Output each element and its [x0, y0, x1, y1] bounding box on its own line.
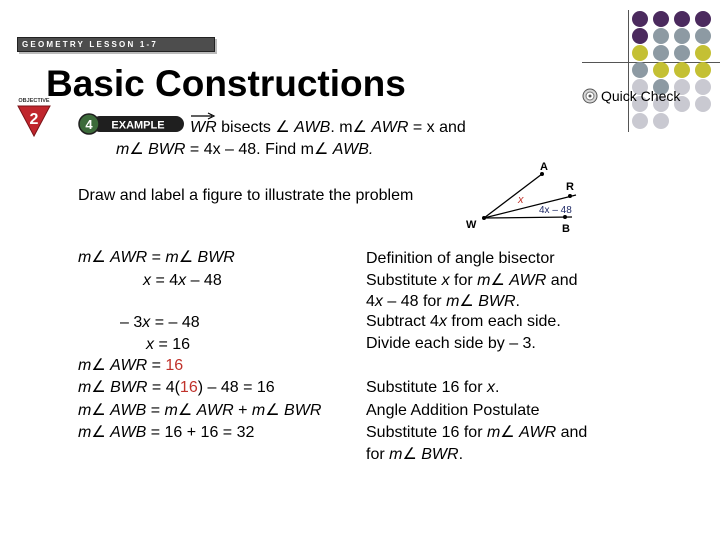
angle-figure — [462, 160, 592, 235]
decor-dot — [632, 62, 648, 78]
problem-eq2: = 4x – 48. Find m — [189, 141, 314, 158]
decor-dot — [632, 28, 648, 44]
decor-dot — [632, 11, 648, 27]
problem-line-1: WR bisects ∠ AWB. m∠ AWR = x and — [190, 117, 466, 138]
problem-angle-awb-2: AWB. — [332, 141, 374, 158]
example-number: 4 — [85, 117, 93, 132]
label-4x: 4x – 48 — [539, 205, 572, 216]
step-6-left: m∠ BWR = 4(16) – 48 = 16 — [78, 379, 275, 396]
reason-2: Substitute x for m∠ AWR and — [366, 272, 578, 289]
decor-dot — [653, 113, 669, 129]
step-3-left: – 3x = – 48 — [120, 314, 200, 331]
step-5-left: m∠ AWR = 16 — [78, 357, 184, 374]
step-2-left: x = 4x – 48 — [143, 272, 222, 289]
problem-eq1: = x and — [412, 119, 466, 136]
problem-angle-awb: AWB — [294, 119, 331, 136]
step-7-left: m∠ AWB = m∠ AWR + m∠ BWR — [78, 402, 322, 419]
decor-vertical-line — [628, 10, 629, 132]
page-title: Basic Constructions — [46, 63, 406, 104]
objective-label: OBJECTIVE — [18, 98, 50, 104]
instruction-text: Draw and label a figure to illustrate the problem — [78, 187, 414, 204]
decor-dot — [674, 45, 690, 61]
example-label: EXAMPLE — [111, 119, 165, 132]
decor-dot — [695, 11, 711, 27]
decor-dot — [695, 62, 711, 78]
label-x: x — [518, 194, 524, 206]
ray-wr: WR — [190, 117, 217, 138]
ray-wb — [484, 217, 572, 218]
decor-dot — [695, 45, 711, 61]
highlight-16: 16 — [165, 357, 184, 374]
objective-number: 2 — [29, 111, 39, 128]
reason-1: Definition of angle bisector — [366, 250, 555, 267]
label-a: A — [540, 161, 548, 173]
angle-symbol: ∠ — [275, 119, 295, 136]
ray-arrow-icon — [190, 112, 216, 120]
decor-dot — [695, 79, 711, 95]
decor-dot — [653, 62, 669, 78]
step-4-left: x = 16 — [146, 336, 191, 353]
reason-2b: 4x – 48 for m∠ BWR. — [366, 293, 520, 310]
label-w: W — [466, 219, 477, 231]
lesson-banner-text: GEOMETRY LESSON 1-7 — [22, 40, 159, 49]
label-r: R — [566, 181, 574, 193]
problem-angle-bwr: BWR — [148, 141, 186, 158]
reason-5: Substitute 16 for x. — [366, 379, 500, 396]
decor-dot — [674, 11, 690, 27]
step-1-left: m∠ AWR = m∠ BWR — [78, 249, 235, 266]
quick-check-label: Quick Check — [601, 88, 681, 104]
decor-dot — [653, 11, 669, 27]
reason-7: Substitute 16 for m∠ AWR and — [366, 424, 588, 441]
problem-bisects: bisects — [221, 119, 271, 136]
highlight-16-b: 16 — [179, 379, 198, 396]
decor-dot — [632, 45, 648, 61]
decor-dot — [674, 62, 690, 78]
problem-line-2: m∠ BWR = 4x – 48. Find m∠ AWB. — [116, 141, 374, 158]
reason-6: Angle Addition Postulate — [366, 402, 540, 419]
quick-check-icon — [582, 88, 598, 104]
problem-angle-awr: AWR — [371, 119, 409, 136]
decor-dot — [695, 96, 711, 112]
decor-dot — [674, 28, 690, 44]
step-8-left: m∠ AWB = 16 + 16 = 32 — [78, 424, 255, 441]
example-badge — [78, 113, 188, 135]
reason-4: Divide each side by – 3. — [366, 335, 536, 352]
decor-dot-grid — [630, 10, 720, 130]
label-b: B — [562, 223, 570, 235]
quick-check-button[interactable] — [582, 88, 680, 104]
lesson-banner — [17, 37, 215, 52]
decor-dot — [632, 113, 648, 129]
decor-dot — [653, 28, 669, 44]
reason-7b: for m∠ BWR. — [366, 446, 464, 463]
reason-3: Subtract 4x from each side. — [366, 313, 561, 330]
decor-dot — [695, 28, 711, 44]
decor-dot — [653, 45, 669, 61]
